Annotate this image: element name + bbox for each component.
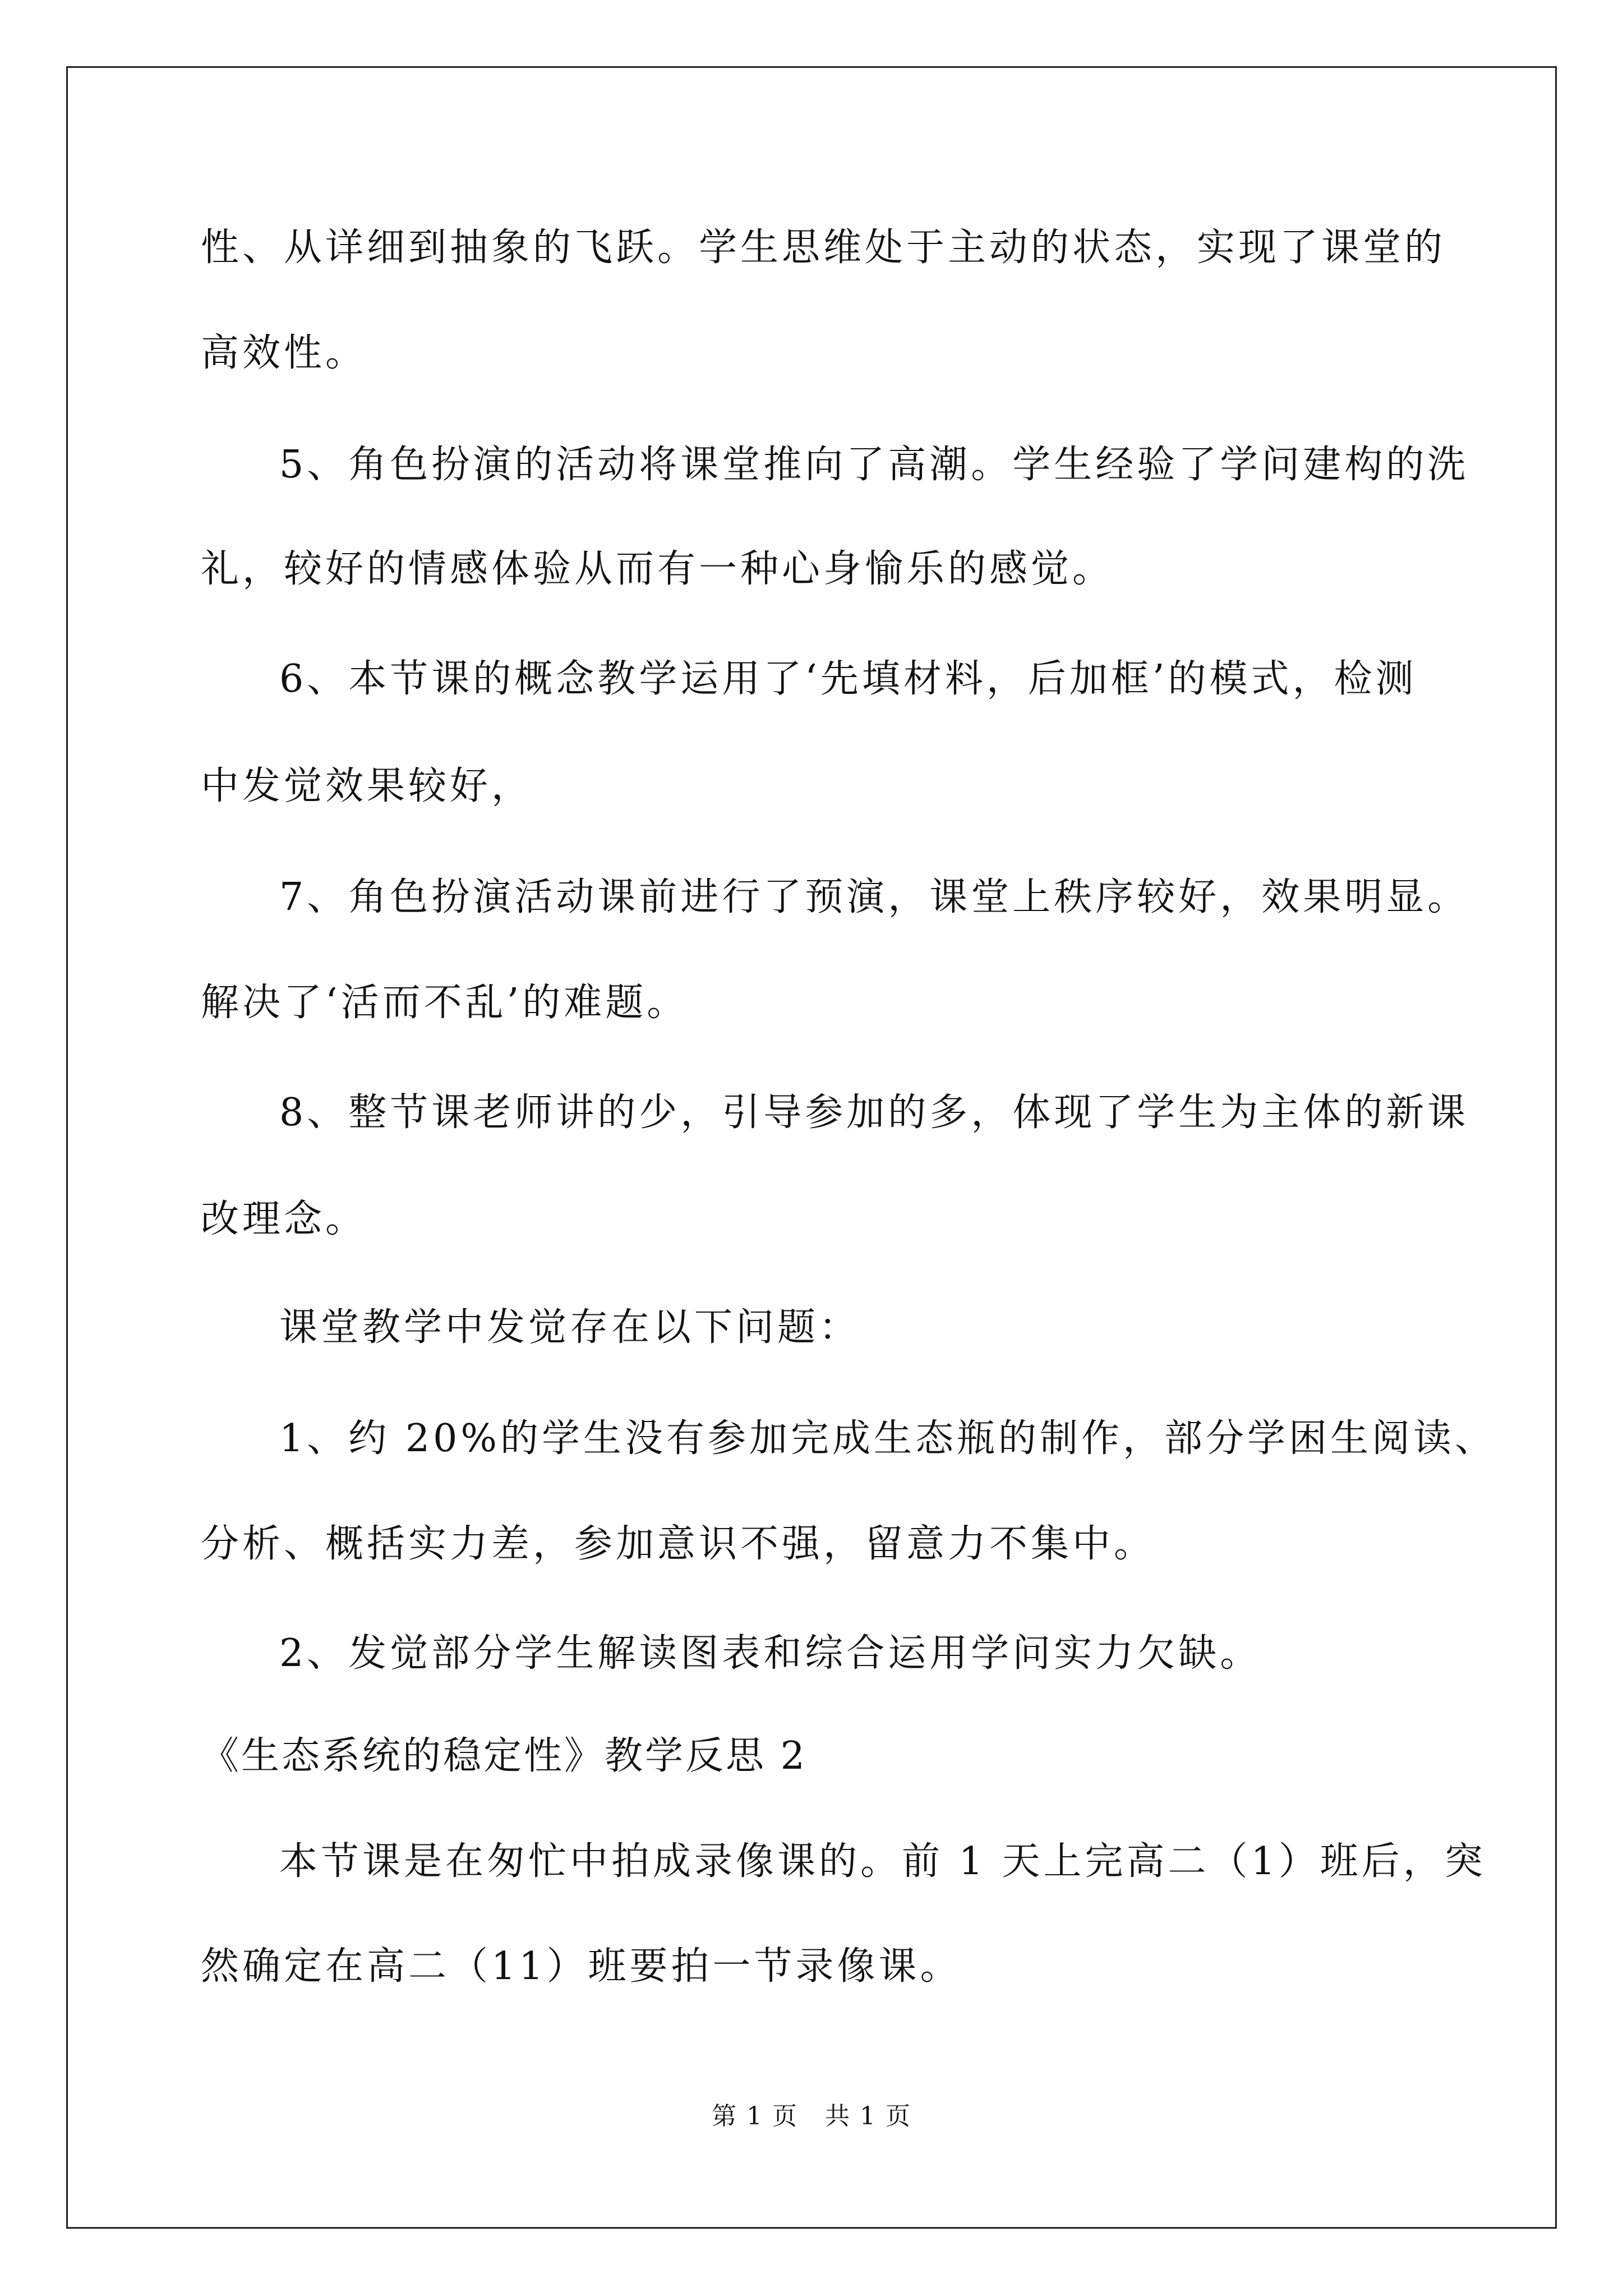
text-line: 分析、概括实力差，参加意识不强，留意力不集中。 xyxy=(201,1522,1156,1566)
text-line: 1、约 20%的学生没有参加完成生态瓶的制作，部分学困生阅读、 xyxy=(279,1416,1497,1461)
text-line: 中发觉效果较好， xyxy=(201,764,533,808)
text-line: 5、角色扮演的活动将课堂推向了高潮。学生经验了学问建构的洗 xyxy=(279,443,1469,487)
text-line: 礼，较好的情感体验从而有一种心身愉乐的感觉。 xyxy=(201,547,1114,591)
text-line: 本节课是在匆忙中拍成录像课的。前 1 天上完高二（1）班后，突 xyxy=(279,1839,1486,1884)
text-line: 然确定在高二（11）班要拍一节录像课。 xyxy=(201,1944,962,1989)
text-line: 改理念。 xyxy=(201,1197,367,1241)
page-number: 第 1 页 共 1 页 xyxy=(712,2102,911,2131)
text-line: 性、从详细到抽象的飞跃。学生思维处于主动的状态，实现了课堂的 xyxy=(201,226,1446,270)
text-line: 7、角色扮演活动课前进行了预演，课堂上秩序较好，效果明显。 xyxy=(279,875,1469,919)
section-heading: 《生态系统的稳定性》教学反思 2 xyxy=(201,1734,807,1778)
text-line: 8、整节课老师讲的少，引导参加的多，体现了学生为主体的新课 xyxy=(279,1091,1469,1135)
text-line: 2、发觉部分学生解读图表和综合运用学问实力欠缺。 xyxy=(279,1631,1262,1676)
text-line: 课堂教学中发觉存在以下问题： xyxy=(279,1305,861,1350)
page-border xyxy=(66,66,1557,2229)
text-line: 解决了‘活而不乱’的难题。 xyxy=(201,981,689,1025)
text-line: 高效性。 xyxy=(201,331,367,375)
text-line: 6、本节课的概念教学运用了‘先填材料，后加框’的模式，检测 xyxy=(279,657,1417,701)
